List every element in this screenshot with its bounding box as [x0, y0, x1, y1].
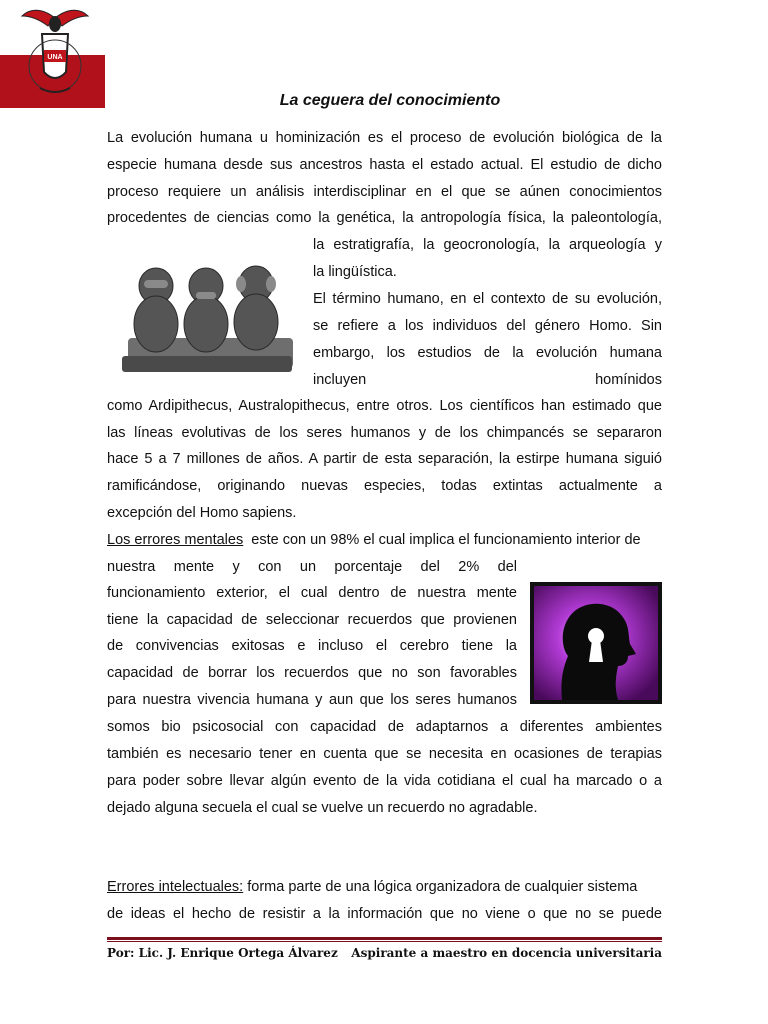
paragraph1-line: la estratigrafía, la geocronología, la arqueología y [313, 237, 662, 253]
university-seal-logo [20, 4, 90, 104]
section1-line: somos bio psicosocial con capacidad de adaptarnos a diferentes ambientes [107, 719, 662, 735]
section2-first-line [107, 877, 662, 897]
footer-rule-thin [107, 941, 662, 942]
document-title: La ceguera del conocimiento [279, 92, 501, 109]
paragraph2-line: excepción del Homo sapiens. [107, 505, 297, 521]
paragraph2-line: hace 5 a 7 millones de años. A partir de esta separación, la estirpe humana siguió [107, 451, 662, 467]
paragraph2-line: ramificándose, originando nuevas especies, todas extintas actualmente a [107, 478, 662, 494]
section1-line: también es necesario tener en cuenta que se necesita en ocasiones de terapias [107, 746, 662, 762]
paragraph1-line: procedentes de ciencias como la genética, la antropología física, la paleontología, [107, 210, 662, 226]
paragraph2-line: como Ardipithecus, Australopithecus, entre otros. Los científicos han estimado que [107, 398, 662, 414]
footer-role: Aspirante a maestro en docencia universitaria [351, 946, 662, 960]
section2-first-line-text: forma parte de una lógica organizadora de cualquier sistema [247, 879, 638, 895]
section2-line: de ideas el hecho de resistir a la información que no viene o que no se puede [107, 906, 662, 922]
paragraph1-line: la lingüística. [313, 264, 397, 280]
section1-line: capacidad de borrar los recuerdos que no son favorables [107, 665, 517, 681]
section1-line: para nuestra vivencia humana y aun que los seres humanos [107, 692, 517, 708]
paragraph1-line: especie humana desde sus ancestros hasta el estado actual. El estudio de dicho [107, 157, 662, 173]
paragraph1-line: La evolución humana u hominización es el proceso de evolución biológica de la [107, 130, 662, 146]
svg-text:UNA: UNA [47, 54, 63, 61]
section1-line: de convivencias exitosas e incluso el cerebro tiene la [107, 638, 517, 654]
section1-line: para poder sobre llevar algún evento de la vida cotidiana el cual ha marcado o a [107, 773, 662, 789]
footer-rule [107, 937, 662, 940]
paragraph1-line: proceso requiere un análisis interdisciplinar en el que se aúnen conocimientos [107, 184, 662, 200]
section1-line: funcionamiento exterior, el cual dentro de nuestra mente [107, 585, 517, 601]
section1-line: tiene la capacidad de seleccionar recuerdos que provienen [107, 612, 517, 628]
paragraph2-line: las líneas evolutivas de los seres humanos y de los chimpancés se separaron [107, 425, 662, 441]
section1-heading: Los errores mentales [107, 532, 244, 548]
paragraph2-line: incluyen homínidos [313, 372, 662, 388]
paragraph2-line: El término humano, en el contexto de su evolución, [313, 291, 662, 307]
paragraph2-line: embargo, los estudios de la evolución humana [313, 345, 662, 361]
section1-first-line-text: este con un 98% el cual implica el funcionamiento interior de [251, 532, 641, 548]
three-wise-monkeys-image [118, 258, 298, 380]
section1-line: dejado alguna secuela el cual se vuelve un recuerdo no agradable. [107, 800, 538, 816]
section2-heading: Errores intelectuales: [107, 879, 244, 895]
section1-line: nuestra mente y con un porcentaje del 2% del [107, 559, 517, 575]
section1-first-line [107, 530, 662, 550]
footer-author: Por: Lic. J. Enrique Ortega Álvarez [107, 946, 338, 960]
keyhole-head-silhouette-image [530, 582, 662, 704]
paragraph2-line: se refiere a los individuos del género Homo. Sin [313, 318, 662, 334]
